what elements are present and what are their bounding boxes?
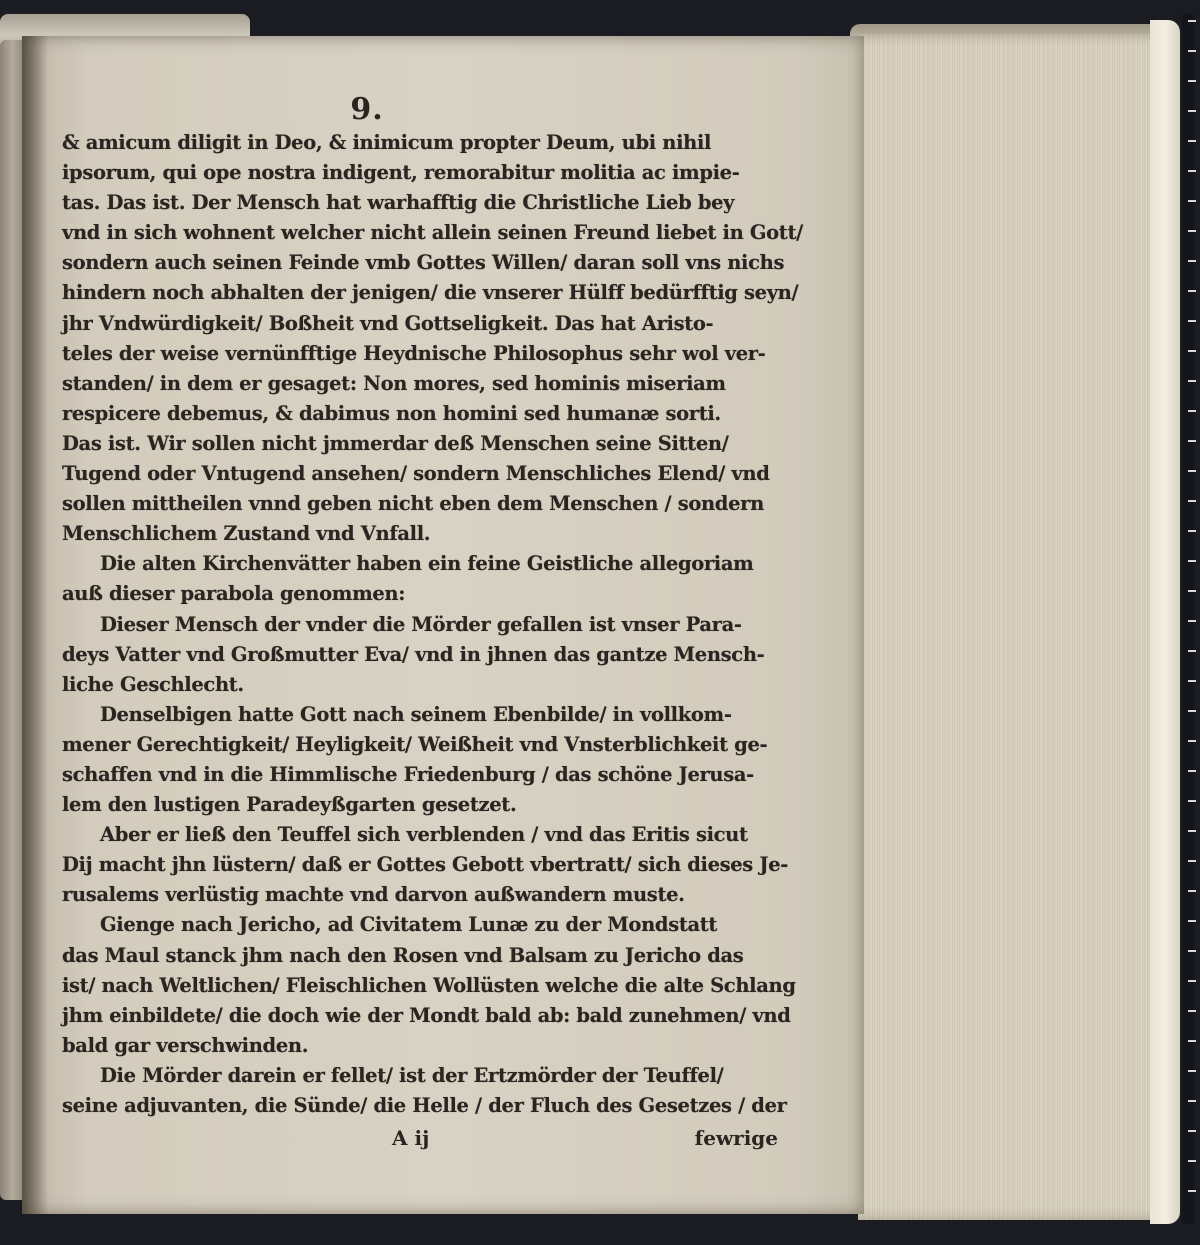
- text-line: Aber er ließ den Teuffel sich verblenden / vnd das Eritis sicut: [100, 823, 748, 847]
- text-line: lem den lustigen Paradeyßgarten gesetzet.: [62, 793, 517, 817]
- measurement-scale: [1182, 14, 1194, 1224]
- scale-tick: [1188, 1010, 1196, 1012]
- text-line: sollen mittheilen vnnd geben nicht eben dem Menschen / sondern: [62, 492, 764, 516]
- scale-tick: [1188, 200, 1196, 202]
- text-line: Menschlichem Zustand vnd Vnfall.: [62, 522, 431, 546]
- text-line: ist/ nach Weltlichen/ Fleischlichen Wollüsten welche die alte Schlang: [62, 973, 796, 997]
- scale-tick: [1188, 590, 1196, 592]
- scale-tick: [1188, 230, 1196, 232]
- scale-tick: [1188, 50, 1196, 52]
- signature-mark: A ij: [392, 1126, 430, 1151]
- text-line: Gienge nach Jericho, ad Civitatem Lunæ zu der Mondstatt: [100, 913, 718, 937]
- scale-tick: [1188, 110, 1196, 112]
- scale-tick: [1188, 1190, 1196, 1192]
- text-line: standen/ in dem er gesaget: Non mores, sed hominis miseriam: [62, 371, 726, 395]
- scale-tick: [1188, 440, 1196, 442]
- text-line: hindern noch abhalten der jenigen/ die vnserer Hülff bedürfftig seyn/: [62, 281, 799, 305]
- gutter-shadow: [22, 36, 48, 1214]
- scale-tick: [1188, 560, 1196, 562]
- page-block-edge: [858, 34, 1176, 1220]
- text-line: das Maul stanck jhm nach den Rosen vnd Balsam zu Jericho das: [62, 943, 744, 967]
- scale-tick: [1188, 1100, 1196, 1102]
- text-line: mener Gerechtigkeit/ Heyligkeit/ Weißheit vnd Vnsterblichkeit ge-: [62, 732, 768, 756]
- page-text-block: [62, 92, 803, 1155]
- text-line: Tugend oder Vntugend ansehen/ sondern Menschliches Elend/ vnd: [62, 462, 770, 486]
- body-lines: [62, 128, 803, 1121]
- scale-tick: [1188, 1130, 1196, 1132]
- scale-tick: [1188, 1160, 1196, 1162]
- text-line: respicere debemus, & dabimus non homini sed humanæ sorti.: [62, 401, 721, 425]
- scale-tick: [1188, 710, 1196, 712]
- text-line: Denselbigen hatte Gott nach seinem Ebenbilde/ in vollkom-: [100, 702, 732, 726]
- cover-edge: [1150, 20, 1180, 1224]
- text-line: liche Geschlecht.: [62, 672, 244, 696]
- scale-tick: [1188, 950, 1196, 952]
- text-line: deys Vatter vnd Großmutter Eva/ vnd in jhnen das gantze Mensch-: [62, 642, 765, 666]
- scale-tick: [1188, 170, 1196, 172]
- catchword: fewrige: [694, 1126, 778, 1151]
- scale-tick: [1188, 770, 1196, 772]
- scale-tick: [1188, 290, 1196, 292]
- scale-tick: [1188, 80, 1196, 82]
- scale-tick: [1188, 650, 1196, 652]
- scale-tick: [1188, 800, 1196, 802]
- text-line: rusalems verlüstig machte vnd darvon außwandern muste.: [62, 883, 685, 907]
- scale-tick: [1188, 380, 1196, 382]
- text-line: sondern auch seinen Feinde vmb Gottes Willen/ daran soll vns nichs: [62, 251, 785, 275]
- text-line: schaffen vnd in die Himmlische Friedenburg / das schöne Jerusa-: [62, 762, 754, 786]
- previous-page-edge: [0, 40, 22, 1200]
- scale-tick: [1188, 20, 1196, 22]
- scale-tick: [1188, 620, 1196, 622]
- scale-tick: [1188, 1070, 1196, 1072]
- text-line: jhm einbildete/ die doch wie der Mondt bald ab: bald zunehmen/ vnd: [62, 1003, 791, 1027]
- text-line: tas. Das ist. Der Mensch hat warhafftig die Christliche Lieb bey: [62, 191, 735, 215]
- scale-tick: [1188, 860, 1196, 862]
- page-number: 9.: [350, 92, 384, 127]
- text-line: Die alten Kirchenvätter haben ein feine Geistliche allegoriam: [100, 552, 754, 576]
- text-line: bald gar verschwinden.: [62, 1033, 309, 1057]
- text-line: Dij macht jhn lüstern/ daß er Gottes Gebott vbertratt/ sich dieses Je-: [62, 853, 789, 877]
- scale-tick: [1188, 470, 1196, 472]
- scale-tick: [1188, 530, 1196, 532]
- scale-tick: [1188, 980, 1196, 982]
- text-line: vnd in sich wohnent welcher nicht allein seinen Freund liebet in Gott/: [62, 221, 803, 245]
- text-line: & amicum diligit in Deo, & inimicum propter Deum, ubi nihil: [62, 131, 712, 154]
- scale-tick: [1188, 320, 1196, 322]
- text-line: ipsorum, qui ope nostra indigent, remorabitur molitia ac impie-: [62, 161, 740, 185]
- text-line: teles der weise vernünfftige Heydnische Philosophus sehr wol ver-: [62, 341, 766, 365]
- text-line: Die Mörder darein er fellet/ ist der Ertzmörder der Teuffel/: [100, 1063, 724, 1087]
- scale-tick: [1188, 410, 1196, 412]
- scale-tick: [1188, 680, 1196, 682]
- text-line: jhr Vndwürdigkeit/ Boßheit vnd Gottseligkeit. Das hat Aristo-: [62, 311, 714, 335]
- page-footer: [62, 1121, 778, 1155]
- scale-tick: [1188, 140, 1196, 142]
- scale-tick: [1188, 1040, 1196, 1042]
- text-line: auß dieser parabola genommen:: [62, 582, 406, 606]
- scale-tick: [1188, 890, 1196, 892]
- text-line: Das ist. Wir sollen nicht jmmerdar deß Menschen seine Sitten/: [62, 431, 729, 455]
- text-line: Dieser Mensch der vnder die Mörder gefallen ist vnser Para-: [100, 612, 742, 636]
- scale-tick: [1188, 350, 1196, 352]
- scale-tick: [1188, 830, 1196, 832]
- scale-tick: [1188, 500, 1196, 502]
- scale-tick: [1188, 260, 1196, 262]
- scale-tick: [1188, 740, 1196, 742]
- text-line: seine adjuvanten, die Sünde/ die Helle / der Fluch des Gesetzes / der: [62, 1094, 787, 1117]
- scale-tick: [1188, 920, 1196, 922]
